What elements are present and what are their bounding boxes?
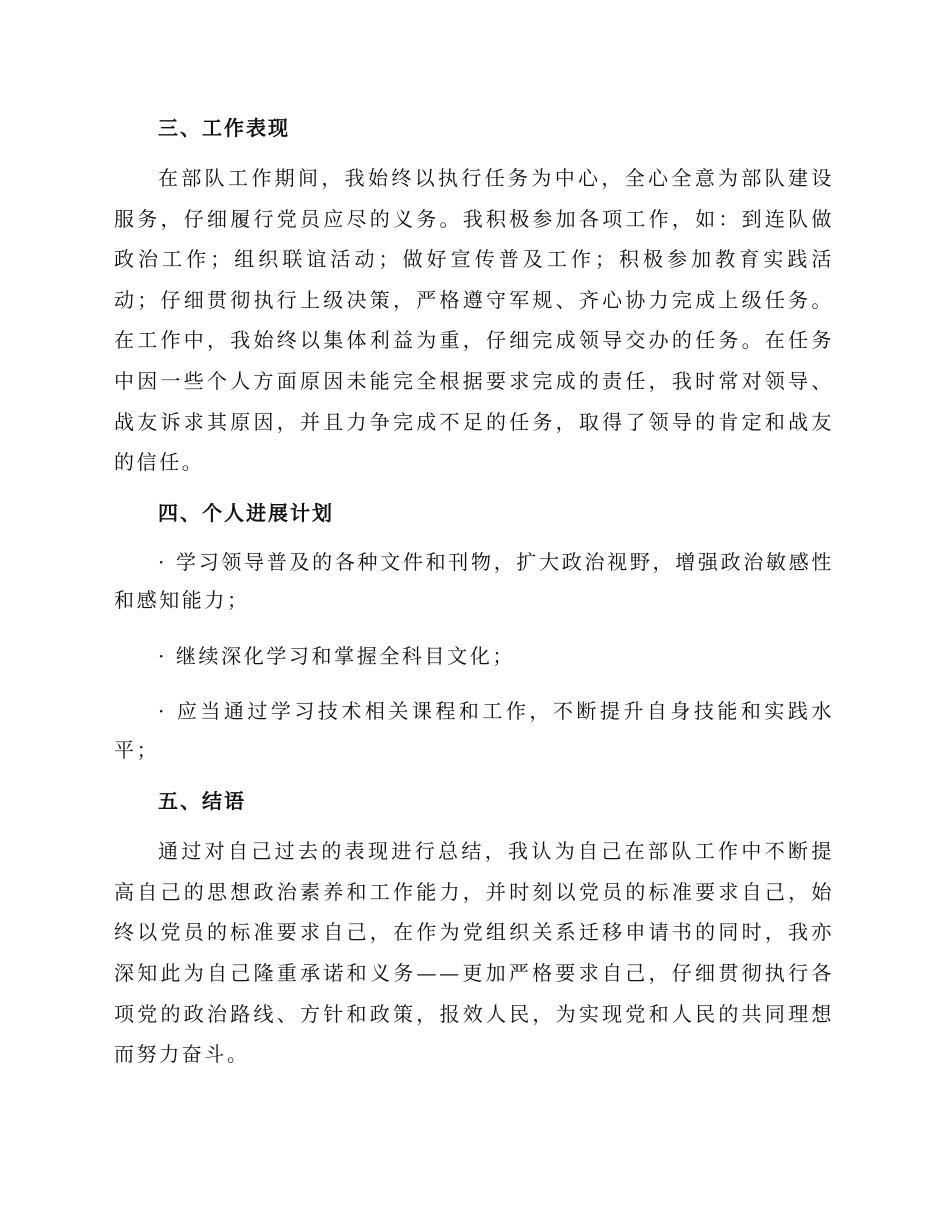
section-3-body: 在部队工作期间，我始终以执行任务为中心，全心全意为部队建设服务，仔细履行党员应尽的义务。我积极参加各项工作，如：到连队做政治工作；组织联谊活动；做好宣传普及工作；积极参加教育实践活动；仔细贯彻执行上级决策，严格遵守军规、齐心协力完成上级任务。在工作中，我始终以集体利益为重，仔细完成领导交办的任务。在任务中因一些个人方面原因未能完全根据要求完成的责任，我时常对领导、战友诉求其原因，并且力争完成不足的任务，取得了领导的肯定和战友的信任。 bbox=[114, 166, 834, 475]
section-5-body: 通过对自己过去的表现进行总结，我认为自己在部队工作中不断提高自己的思想政治素养和工作能力，并时刻以党员的标准要求自己，始终以党员的标准要求自己，在作为党组织关系迁移申请书的同时，我亦深知此为自己隆重承诺和义务——更加严格要求自己，仔细贯彻执行各项党的政治路线、方针和政策，报效人民，为实现党和人民的共同理想而努力奋斗。 bbox=[114, 839, 834, 1067]
section-4-heading: 四、个人进展计划 bbox=[158, 500, 334, 525]
plan-item-1: · 学习领导普及的各种文件和刊物，扩大政治视野，增强政治敏感性和感知能力； bbox=[114, 549, 834, 613]
plan-item-2: · 继续深化学习和掌握全科目文化； bbox=[158, 643, 515, 668]
plan-item-3: · 应当通过学习技术相关课程和工作，不断提升自身技能和实践水平； bbox=[114, 699, 834, 762]
section-3-heading: 三、工作表现 bbox=[158, 116, 290, 140]
section-5-heading: 五、结语 bbox=[158, 789, 246, 814]
document-page bbox=[114, 108, 834, 1075]
